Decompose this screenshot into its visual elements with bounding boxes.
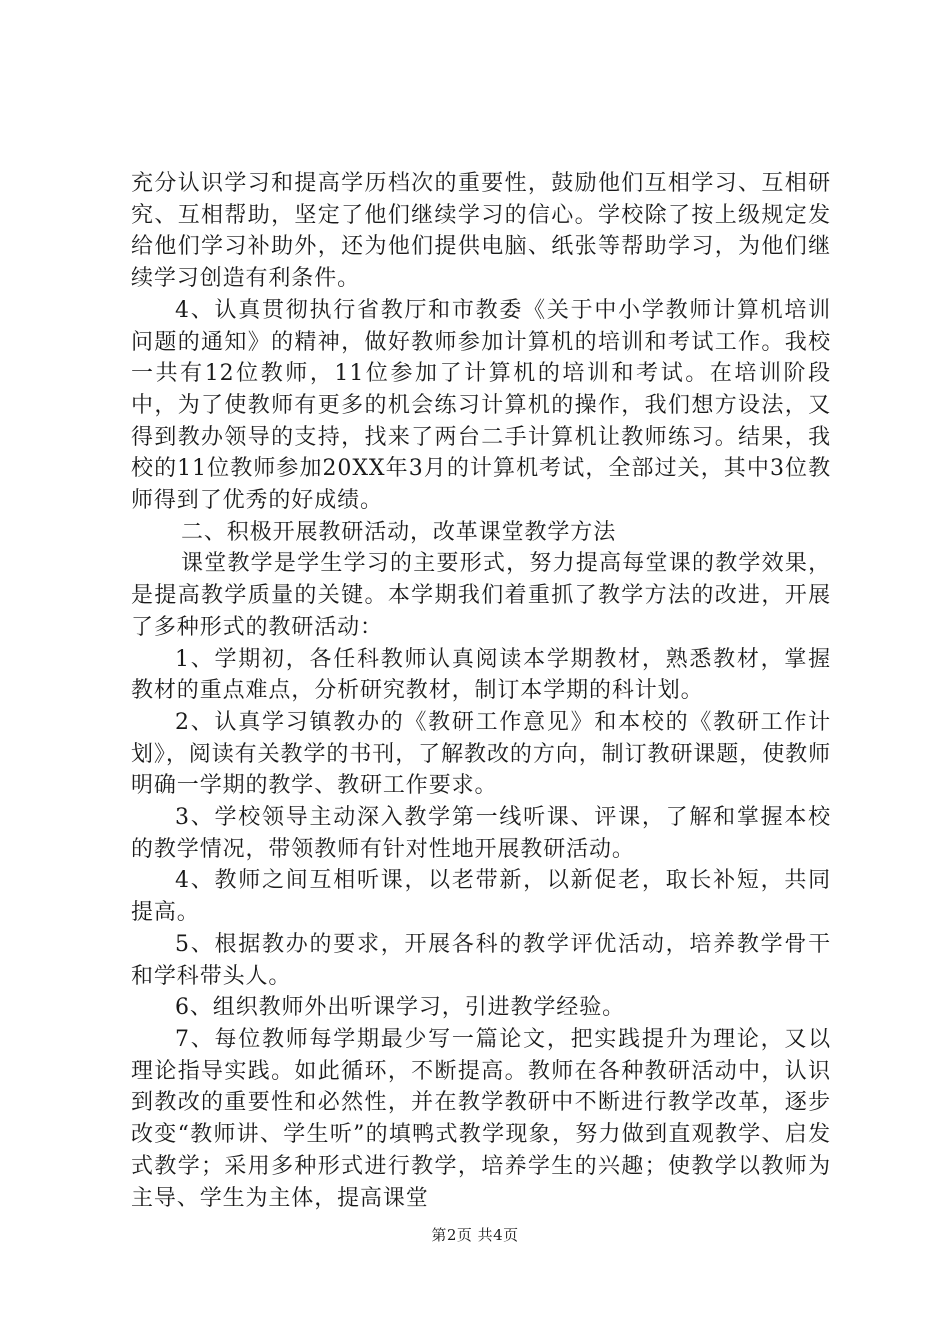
- paragraph-2: 4、认真贯彻执行省教厅和市教委《关于中小学教师计算机培训问题的通知》的精神，做好教师参加计算机的培训和考试工作。我校一共有12位教师，11位参加了计算机的培训和考试。在培训阶段中，为了使教师有更多的机会练习计算机的操作，我们想方设法，又得到教办领导的支持，找来了两台二手计算机让教师练习。结果，我校的11位教师参加20XX年3月的计算机考试，全部过关，其中3位教师得到了优秀的好成绩。: [131, 297, 831, 514]
- list-item-4: 4、教师之间互相听课，以老带新，以新促老，取长补短，共同提高。: [131, 868, 831, 926]
- list-item-2: 2、认真学习镇教办的《教研工作意见》和本校的《教研工作计划》，阅读有关教学的书刊，了解教改的方向，制订教研课题，使教师明确一学期的教学、教研工作要求。: [131, 709, 831, 799]
- document-body: [131, 168, 831, 1214]
- list-item-1: 1、学期初，各任科教师认真阅读本学期教材，熟悉教材，掌握教材的重点难点，分析研究教材，制订本学期的科计划。: [131, 646, 831, 704]
- list-item-5: 5、根据教办的要求，开展各科的教学评优活动，培养教学骨干和学科带头人。: [131, 931, 831, 989]
- page-number-footer: 第2页 共4页: [431, 1226, 519, 1244]
- paragraph-1: 充分认识学习和提高学历档次的重要性，鼓励他们互相学习、互相研究、互相帮助，坚定了他们继续学习的信心。学校除了按上级规定发给他们学习补助外，还为他们提供电脑、纸张等帮助学习，为他们继续学习创造有利条件。: [131, 171, 831, 292]
- list-item-3: 3、学校领导主动深入教学第一线听课、评课，了解和掌握本校的教学情况，带领教师有针对性地开展教研活动。: [131, 805, 831, 862]
- paragraph-3: 课堂教学是学生学习的主要形式，努力提高每堂课的教学效果，是提高教学质量的关键。本学期我们着重抓了教学方法的改进，开展了多种形式的教研活动：: [131, 551, 831, 640]
- list-item-6: 6、组织教师外出听课学习，引进教学经验。: [175, 995, 625, 1021]
- section-heading: 二、积极开展教研活动，改革课堂教学方法: [181, 519, 617, 545]
- list-item-7: 7、每位教师每学期最少写一篇论文，把实践提升为理论，又以理论指导实践。如此循环，不断提高。教师在各种教研活动中，认识到教改的重要性和必然性，并在教学教研中不断进行教学改革，逐步改变“教师讲、学生听”的填鸭式教学现象，努力做到直观教学、启发式教学；采用多种形式进行教学，培养学生的兴趣；使教学以教师为主导、学生为主体，提高课堂: [131, 1026, 831, 1211]
